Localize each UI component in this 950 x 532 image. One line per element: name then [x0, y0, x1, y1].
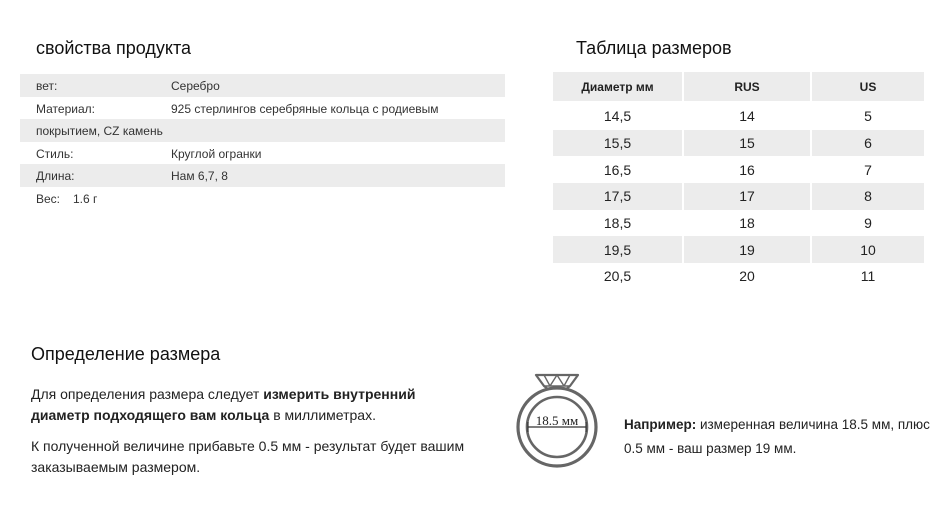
cell-us: 8: [864, 188, 872, 205]
cell-us: 7: [864, 161, 872, 178]
cell-us: 5: [864, 108, 872, 125]
size-row: [553, 210, 924, 237]
property-key: Стиль:: [36, 146, 74, 161]
header-diameter: Диаметр мм: [553, 72, 684, 101]
cell-rus: 19: [684, 236, 812, 263]
property-row: [20, 97, 505, 120]
example-label: Например:: [624, 417, 697, 432]
property-row: [20, 164, 505, 187]
property-key: Материал:: [36, 101, 95, 116]
property-value: Круглой огранки: [171, 146, 262, 161]
size-row: [553, 236, 924, 263]
property-key: покрытием, CZ камень: [36, 124, 163, 138]
size-table-header: [553, 72, 924, 103]
size-row: [553, 263, 924, 290]
cell-rus: 20: [684, 263, 812, 290]
property-key: Вес:: [36, 191, 61, 206]
size-table: [553, 72, 924, 290]
size-table-title: Таблица размеров: [576, 38, 732, 58]
cell-rus: 14: [684, 103, 812, 130]
property-row: [20, 187, 505, 210]
determination-emphasis: измерить внутренний диаметр подходящего вам кольца: [31, 386, 416, 423]
cell-diameter: 15,5: [553, 130, 684, 157]
size-row: [553, 183, 924, 210]
property-row: [20, 74, 505, 97]
determination-title: Определение размера: [31, 344, 221, 364]
size-row: [553, 130, 924, 157]
property-value: 1.6 г: [73, 191, 98, 206]
properties-table: [20, 74, 505, 209]
cell-rus: 16: [684, 156, 812, 183]
cell-diameter: 19,5: [553, 236, 684, 263]
header-us: US: [859, 79, 877, 94]
property-key: вет:: [36, 79, 58, 93]
cell-rus: 18: [684, 210, 812, 237]
ring-diameter-label: 18.5 мм: [535, 413, 579, 428]
cell-diameter: 20,5: [553, 263, 684, 290]
cell-diameter: 18,5: [553, 210, 684, 237]
cell-us: 9: [864, 215, 872, 232]
properties-title: свойства продукта: [36, 38, 192, 58]
property-row: [20, 119, 505, 142]
size-row: [553, 103, 924, 130]
cell-diameter: 17,5: [553, 183, 684, 210]
cell-us: 11: [860, 268, 876, 285]
property-key: Длина:: [36, 169, 75, 183]
property-value: Серебро: [171, 79, 220, 93]
cell-diameter: 14,5: [553, 103, 684, 130]
cell-us: 10: [860, 241, 876, 258]
determination-paragraph-2: К полученной величине прибавьте 0.5 мм - результат будет вашим заказываемым размером.: [31, 438, 465, 475]
cell-diameter: 16,5: [553, 156, 684, 183]
size-row: [553, 156, 924, 183]
cell-rus: 17: [684, 183, 812, 210]
property-value: Нам 6,7, 8: [171, 169, 228, 183]
determination-paragraph-1: Для определения размера следует измерить внутренний диаметр подходящего вам кольца в миллиметрах.: [31, 386, 416, 423]
property-value: 925 стерлингов серебряные кольца с родиевым: [171, 101, 439, 116]
header-rus: RUS: [684, 72, 812, 101]
property-row: [20, 142, 505, 165]
cell-rus: 15: [684, 130, 812, 157]
cell-us: 6: [864, 135, 872, 152]
example-text: Например: измеренная величина 18.5 мм, плюс 0.5 мм - ваш размер 19 мм.: [624, 417, 930, 456]
